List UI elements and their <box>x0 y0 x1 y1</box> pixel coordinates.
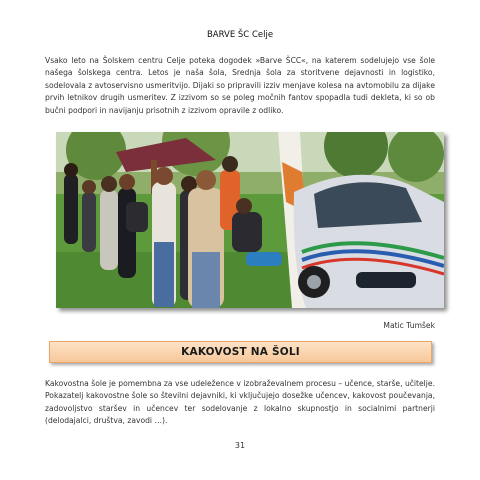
section-heading: KAKOVOST NA ŠOLI <box>181 346 300 358</box>
event-photo <box>56 132 444 308</box>
page-header: BARVE ŠC Celje <box>206 30 274 40</box>
page-number: 31 <box>234 441 246 450</box>
quality-paragraph: Kakovostna šole je pomembna za vse udeležence v izobraževalnem procesu – učence, starše, učitelje. Pokazatelj kakovostne šole so številni dejavniki, ki vključujejo dosežke učencev, kakovost poučevanja, zadovoljstvo staršev in učencev ter sodelovanje z lokalno skupnostjo in socialnimi partnerji (delodajalci, društva, zavodi …). <box>45 379 435 426</box>
intro-paragraph: Vsako leto na Šolskem centru Celje poteka dogodek »Barve ŠCC«, na katerem sodelujejo vse šole našega šolskega centra. Letos je naša šola, Srednja šola za storitvene dejavnosti in logistiko, sodelovala z avtoservisno usmeritvijo. Dijaki so pripravili izziv menjave kolesa na avtomobilu za dijake prvih letnikov drugih usmeritev. Z izzivom so se poleg močnih fantov spopadla tudi dekleta, ki so ob bučni podpori in navijanju prisotnih z izzivom opravile z odliko. <box>45 56 435 115</box>
photo-credit: Matic Tumšek <box>383 321 435 330</box>
section-banner <box>49 341 432 363</box>
